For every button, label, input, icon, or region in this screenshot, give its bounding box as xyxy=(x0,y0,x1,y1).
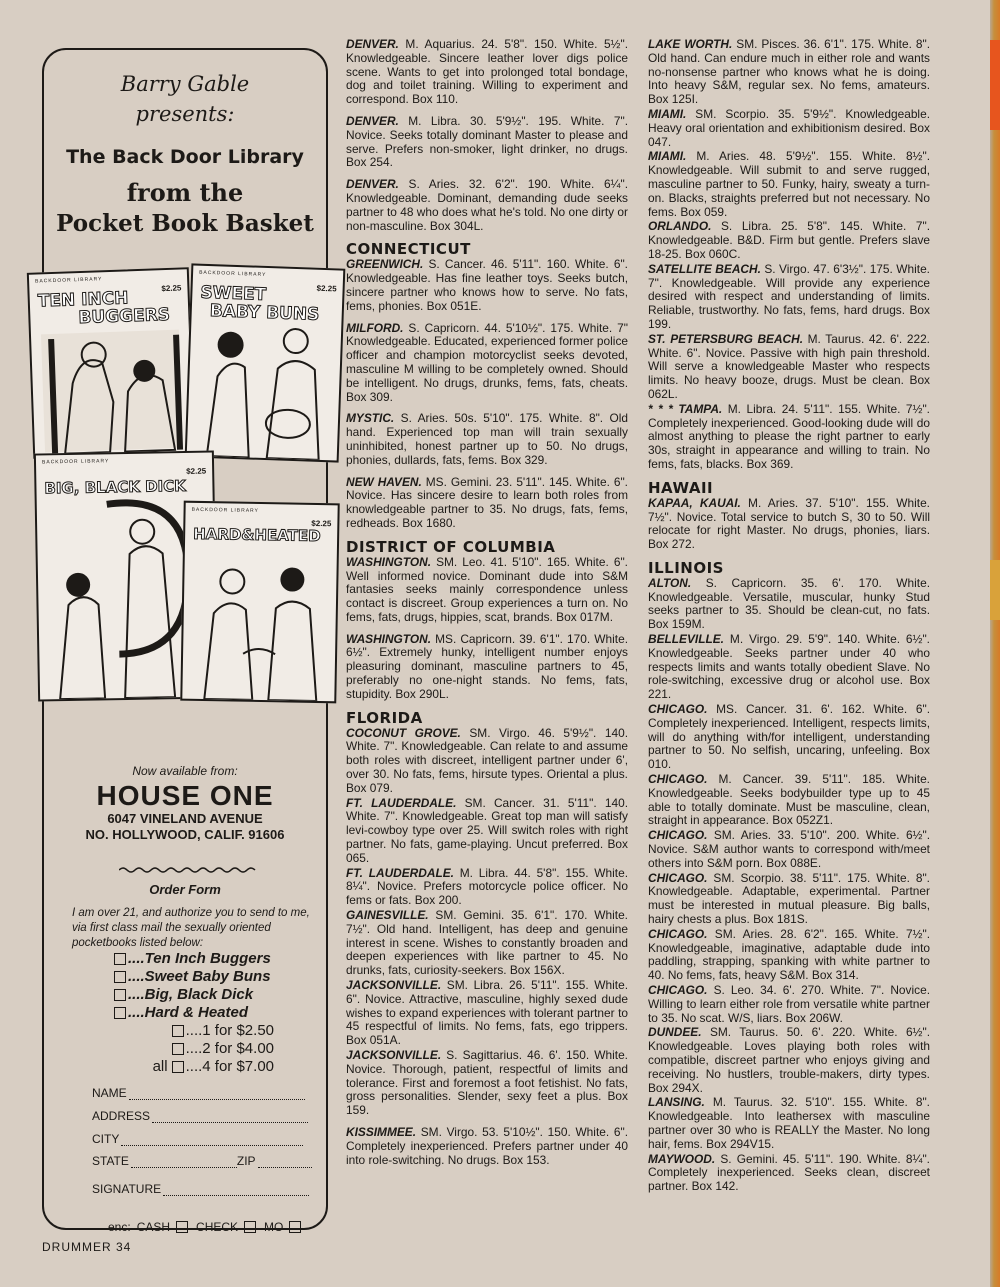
checkbox[interactable] xyxy=(114,1007,126,1019)
ad-city: DUNDEE. xyxy=(648,1025,702,1040)
signature-field[interactable] xyxy=(92,1182,309,1196)
personal-ad xyxy=(648,497,930,552)
state-heading: HAWAII xyxy=(648,478,714,497)
personal-ad xyxy=(346,633,628,702)
price-option[interactable] xyxy=(136,1022,274,1040)
personal-ad xyxy=(648,403,930,472)
presents-label: presents: xyxy=(135,102,235,126)
ad-text: S. Sagittarius. 46. 6'. 150. White. Novice. Thorough, patient, respectful of limits and tolerance. First and foremost a foot fetishist. No fats, gross personalities. Slender, sexy feet a plus. Box 159. xyxy=(346,1048,628,1118)
cover-price: $2.25 xyxy=(186,466,207,476)
ad-text: M. Aries. 48. 5'9½". 155. White. 8½". Knowledgeable. Will submit to and serve rugged, masculine partner to 50. Funky, hairy, sweaty a turn-on. Blacks, straights preferred but not necessary. No fems. Box 059. xyxy=(648,149,930,219)
ad-text: S. Gemini. 45. 5'11". 190. White. 8¼". Completely inexperienced. Seeks clean, discreet partner. Box 142. xyxy=(648,1151,930,1194)
ad-text: M. Cancer. 39. 5'11". 185. White. Knowledgeable. Seeks bodybuilder type up to 45 able to totally dominate. Must be masculine, clean, straight in appearance. Box 052Z1. xyxy=(648,772,930,828)
edge-color-strip xyxy=(990,560,1000,620)
series-label: BACKDOOR LIBRARY xyxy=(191,506,259,514)
ad-text: M. Libra. 44. 5'8". 155. White. 8¼". Novice. Prefers motorcycle police officer. No fems or fats. Box 200. xyxy=(346,865,628,908)
ad-city: WASHINGTON. xyxy=(346,554,431,569)
personal-ad xyxy=(648,984,930,1025)
ad-city: CHICAGO. xyxy=(648,926,708,941)
book-cover xyxy=(180,501,339,704)
ad-city: MILFORD. xyxy=(346,320,404,335)
personal-ad xyxy=(648,1026,930,1095)
ad-text: M. Taurus. 42. 6'. 222. White. 6". Novice. Passive with high pain threshold. Will serve a knowledgeable Master who respects limits. No heavy booze, drugs. Must be clean. Box 062L. xyxy=(648,331,930,401)
price-option[interactable] xyxy=(136,1058,274,1076)
address-line[interactable] xyxy=(152,1112,308,1123)
book-option[interactable] xyxy=(114,950,271,968)
cover-title xyxy=(193,525,321,545)
ad-text: M. Libra. 24. 5'11". 155. White. 7½". Completely inexperienced. Good-looking dude will do almost anything to please the right partner to early 30s, straight in appearance and willing to train. No fems, fats, blacks. Box 369. xyxy=(648,401,930,471)
ad-city: ALTON. xyxy=(648,575,692,590)
ad-city: JACKSONVILLE. xyxy=(346,1048,442,1062)
ad-text: MS. Gemini. 23. 5'11". 145. White. 6". Novice. Has sincere desire to learn both roles from knowledgeable partner to 35. No drugs, fats, fems, redheads. Box 1680. xyxy=(346,474,628,530)
ad-city: SATELLITE BEACH. xyxy=(648,261,761,276)
cover-price: $2.25 xyxy=(161,283,182,294)
personal-ad xyxy=(346,1126,628,1167)
state-label: STATE xyxy=(92,1154,129,1168)
mo-checkbox[interactable] xyxy=(289,1221,301,1233)
cash-label: CASH xyxy=(136,1220,171,1234)
cover-price: $2.25 xyxy=(316,283,337,294)
ad-text: MS. Capricorn. 39. 6'1". 170. White. 6½". Extremely hunky, intelligent number enjoys pleasuring dominant, masculine partners to 45, preferably no one-night stands. No fems, fats, stupidity. Box 290L. xyxy=(346,631,628,701)
cash-checkbox[interactable] xyxy=(176,1221,188,1233)
city-label: CITY xyxy=(92,1132,120,1146)
ad-text: S. Capricorn. 44. 5'10½". 175. White. 7" Knowledgeable. Educated, experienced former police officer and champion motorcyclist seeks devoted, masculine M willing to be completely owned. Should be intelligent. No drugs, drunks, fems, fats, cheats. Box 309. xyxy=(346,320,628,404)
cover-title-line: BUGGERS xyxy=(78,304,171,329)
ad-text: SM. Gemini. 35. 6'1". 170. White. 7½". Old hand. Intelligent, has deep and genuine interest in scene. Wishes to constantly broaden and deepen experiences with like partner to 45. No drunks, fats, curiosity-seekers. Box 156X. xyxy=(346,908,628,978)
wavy-divider xyxy=(119,866,257,874)
ad-text: M. Aries. 37. 5'10". 155. White. 7½". Novice. Total service to butch S, 30 to 50. Will relocate for right Master. No drugs, phonies, liars. Box 272. xyxy=(648,495,930,552)
ad-text: S. Aries. 32. 6'2". 190. White. 6¼". Knowledgeable. Dominant, demanding dude seeks partner to 48 who does what he's told. No one dirty or non-masculine. Box 304L. xyxy=(346,177,628,233)
ad-text: SM. Leo. 41. 5'10". 165. White. 6". Well informed novice. Dominant dude into S&M fantasies seeks mainly correspondence unless contact is discreet. Group experiences a turn on. No fems, fats, drugs, hippies, scat, brands. Box 017M. xyxy=(346,554,628,624)
cover-title: BIG, BLACK DICK xyxy=(44,476,186,498)
signature-line[interactable] xyxy=(163,1185,309,1196)
personal-ad xyxy=(648,333,930,402)
ad-text: SM. Aries. 33. 5'10". 200. White. 6½". Novice. S&M author wants to correspond with/meet others into S&M porn. Box 088E. xyxy=(648,828,930,870)
check-checkbox[interactable] xyxy=(244,1221,256,1233)
price-option[interactable] xyxy=(136,1040,274,1058)
state-line[interactable] xyxy=(131,1157,237,1168)
ad-text: S. Leo. 34. 6'. 270. White. 7". Novice. Willing to learn either role from versatile white partner to 35. No scat. W/S, liars. Box 206W. xyxy=(648,983,930,1025)
cover-title-line: HEATED xyxy=(254,525,321,546)
order-form-title: Order Form xyxy=(149,882,221,897)
price-label: ....2 for $4.00 xyxy=(185,1040,274,1057)
personal-ad xyxy=(648,928,930,983)
ad-city: CHICAGO. xyxy=(648,772,708,787)
signature-label: SIGNATURE xyxy=(92,1182,162,1196)
ad-city: COCONUT GROVE. xyxy=(346,725,461,740)
checkbox[interactable] xyxy=(114,971,126,983)
ad-city: * * * TAMPA. xyxy=(648,401,723,416)
library-name: The Back Door Library xyxy=(66,146,304,168)
book-option-label: ....Sweet Baby Buns xyxy=(128,968,271,985)
checkbox[interactable] xyxy=(172,1061,184,1073)
personal-ad xyxy=(346,412,628,467)
personal-ad xyxy=(648,1153,930,1194)
pocket-book-basket: Pocket Book Basket xyxy=(56,210,314,237)
name-field[interactable] xyxy=(92,1086,305,1100)
personal-ad xyxy=(648,150,930,219)
personal-ad xyxy=(648,633,930,702)
book-option[interactable] xyxy=(114,1004,271,1022)
cover-title-line: SWEET xyxy=(200,282,267,305)
classifieds-column-right xyxy=(648,38,930,1195)
ad-text: SM. Aries. 28. 6'2". 165. White. 7½". Knowledgeable, imaginative, adaptable dude into paddling, strapping, spanking with white partner to 40. No fems, fats, heavy S&M. Box 314. xyxy=(648,926,930,983)
page-footer: DRUMMER 34 xyxy=(42,1240,132,1254)
mo-label: MO xyxy=(264,1220,284,1234)
ad-text: SM. Taurus. 50. 6'. 220. White. 6½". Knowledgeable. Loves playing both roles with compatible, discreet partner who enjoys giving and receiving. No hustlers, trouble-makers, dirty types. Box 294X. xyxy=(648,1025,930,1095)
ad-city: WASHINGTON. xyxy=(346,631,431,646)
book-option[interactable] xyxy=(114,968,271,986)
personal-ad xyxy=(648,703,930,772)
checkbox[interactable] xyxy=(114,953,126,965)
ad-text: M. Taurus. 32. 5'10". 155. White. 8". Knowledgeable. Into leathersex with masculine partner over 30 who is REALLY the Master. No long hair, fems. Box 294V15. xyxy=(648,1095,930,1151)
book-option[interactable] xyxy=(114,986,271,1004)
from-the-label: from the xyxy=(126,178,244,207)
book-checklist xyxy=(114,950,271,1022)
cover-title xyxy=(37,288,170,329)
price-label: ....1 for $2.50 xyxy=(185,1022,274,1039)
page-edge xyxy=(990,0,1000,1287)
check-label: CHECK xyxy=(196,1220,239,1234)
state-heading: FLORIDA xyxy=(346,708,423,727)
personal-ad xyxy=(346,556,628,625)
ad-city: MIAMI. xyxy=(648,106,687,121)
ad-text: SM. Virgo. 53. 5'10½". 150. White. 6". Completely inexperienced. Prefers partner under 40 into role-switching. No drugs. Box 153. xyxy=(346,1124,628,1167)
classifieds-column-left xyxy=(346,38,628,1175)
ad-city: DENVER. xyxy=(346,37,399,51)
personal-ad xyxy=(346,115,628,170)
ad-city: MAYWOOD. xyxy=(648,1151,716,1166)
book-option-label: ....Ten Inch Buggers xyxy=(128,950,271,967)
personal-ad xyxy=(346,1049,628,1118)
publisher-street: 6047 VINELAND AVENUE xyxy=(107,811,263,826)
ad-city: CHICAGO. xyxy=(648,702,708,717)
personal-ad xyxy=(648,1096,930,1151)
personal-ad xyxy=(648,773,930,828)
personal-ad xyxy=(648,220,930,261)
personal-ad xyxy=(346,797,628,866)
ad-city: DENVER. xyxy=(346,113,399,128)
address-field[interactable] xyxy=(92,1109,308,1123)
price-prefix: all xyxy=(152,1058,168,1075)
personal-ad xyxy=(648,263,930,332)
ad-city: KAPAA, KAUAI. xyxy=(648,495,741,510)
state-heading: CONNECTICUT xyxy=(346,240,471,259)
name-label: NAME xyxy=(92,1086,127,1100)
personal-ad xyxy=(346,476,628,531)
cover-title-line: TEN INCH xyxy=(37,288,129,312)
checkbox[interactable] xyxy=(172,1025,184,1037)
city-field[interactable] xyxy=(92,1132,303,1146)
name-line[interactable] xyxy=(129,1089,305,1100)
book-cover xyxy=(185,263,346,462)
cover-title-amp: & xyxy=(241,525,255,544)
personal-ad xyxy=(346,979,628,1048)
ad-text: S. Capricorn. 35. 6'. 170. White. Knowledgeable. Versatile, muscular, hunky Stud seeks partner to 35. Should be clean-cut, no fats. Box 159M. xyxy=(648,575,930,632)
ad-city: FT. LAUDERDALE. xyxy=(346,865,454,880)
personal-ad xyxy=(648,872,930,927)
ad-city: KISSIMMEE. xyxy=(346,1124,417,1139)
state-heading: DISTRICT OF COLUMBIA xyxy=(346,537,556,556)
publisher-city: NO. HOLLYWOOD, CALIF. 91606 xyxy=(85,827,285,842)
price-label: ....4 for $7.00 xyxy=(185,1058,274,1075)
cover-price: $2.25 xyxy=(311,518,332,529)
personal-ad xyxy=(346,909,628,978)
personal-ad xyxy=(648,829,930,870)
ad-city: ORLANDO. xyxy=(648,219,712,234)
price-options xyxy=(136,1022,274,1076)
series-label: BACKDOOR LIBRARY xyxy=(35,276,103,285)
zip-label: ZIP xyxy=(236,1154,256,1168)
cover-title-line: HARD xyxy=(193,524,242,544)
personal-ad xyxy=(346,178,628,233)
ad-city: MIAMI. xyxy=(648,149,687,164)
authorization-text: I am over 21, and authorize you to send to me, via first class mail the sexually oriented pocketbooks listed below: xyxy=(72,907,310,949)
ad-city: CHICAGO. xyxy=(648,870,708,885)
personal-ad xyxy=(346,38,628,107)
publisher-name: HOUSE ONE xyxy=(96,780,274,811)
checkbox[interactable] xyxy=(114,989,126,1001)
ad-text: S. Libra. 25. 5'8". 145. White. 7". Knowledgeable. B&D. Firm but gentle. Prefers slave 18-25. Box 060C. xyxy=(648,219,930,261)
book-cover xyxy=(27,267,195,459)
ad-city: GREENWICH. xyxy=(346,257,424,272)
city-line[interactable] xyxy=(121,1135,303,1146)
ad-text: MS. Cancer. 31. 6'. 162. White. 6". Completely inexperienced. Intelligent, respects limits, will do anything with/for intelligent, understanding partner to 50. No selfish, uncaring, unfeeling. Box 010. xyxy=(648,702,930,772)
book-option-label: ....Big, Black Dick xyxy=(128,986,254,1003)
zip-line[interactable] xyxy=(258,1157,312,1168)
ad-city: CHICAGO. xyxy=(648,983,708,997)
state-zip-field[interactable] xyxy=(92,1154,312,1168)
personal-ad xyxy=(346,867,628,908)
ad-text: SM. Libra. 26. 5'11". 155. White. 6". Novice. Attractive, masculine, highly sexed dude wishes to expand experiences with tolerant partner to 45 respectful of limits. No fems, fats, ego trippers. Box 051A. xyxy=(346,978,628,1048)
ad-text: M. Libra. 30. 5'9½". 195. White. 7". Novice. Seeks totally dominant Master to please and serve. Prefers non-smoker, light drinker, no drugs. Box 254. xyxy=(346,113,628,170)
enc-label: enc: xyxy=(108,1220,131,1234)
ad-city: LAKE WORTH. xyxy=(648,37,733,51)
ad-text: SM. Virgo. 46. 5'9½". 140. White. 7". Knowledgeable. Can relate to and assume both roles with discreet, intelligent partner under 6', over 30. No fats, fems, hirsute types. Oriental a plus. Box 079. xyxy=(346,725,628,795)
ad-city: FT. LAUDERDALE. xyxy=(346,795,457,810)
series-label: BACKDOOR LIBRARY xyxy=(199,269,267,278)
edge-color-strip xyxy=(990,40,1000,130)
ad-text: SM. Scorpio. 35. 5'9½". Knowledgeable. Heavy oral orientation and exhibitionism desired. Box 047. xyxy=(648,106,930,149)
ad-text: M. Aquarius. 24. 5'8". 150. White. 5½". Knowledgeable. Sincere leather lover digs police scene. Wants to get into prolonged total bondage, dog and toilet training. Willing to experiment and correspond. Box 110. xyxy=(346,37,628,107)
ad-text: S. Aries. 50s. 5'10". 175. White. 8". Old hand. Experienced top man will train sexually uninhibited, honest partner up to 50. No drugs, phonies, dullards, fats, fems. Box 329. xyxy=(346,411,628,467)
address-label: ADDRESS xyxy=(92,1109,151,1123)
ad-text: SM. Pisces. 36. 6'1". 175. White. 8". Old hand. Can endure much in either role and wants no-nonsense partner who knows what he is doing. Into heavy S&M, regular sex. No fems, amateurs. Box 125I. xyxy=(648,37,930,107)
checkbox[interactable] xyxy=(172,1043,184,1055)
cover-title xyxy=(199,284,320,324)
available-from: Now available from: xyxy=(132,764,238,778)
ad-text: SM. Scorpio. 38. 5'11". 175. White. 8". Knowledgeable. Adaptable, experimental. Partner must be interested in mutual pleasure. Big balls, hairy chests a plus. Box 181S. xyxy=(648,870,930,927)
ad-city: DENVER. xyxy=(346,177,399,192)
ad-city: BELLEVILLE. xyxy=(648,632,724,647)
personal-ad xyxy=(346,727,628,796)
personal-ad xyxy=(648,577,930,632)
ad-text: M. Virgo. 29. 5'9". 140. White. 6½". Knowledgeable. Seeks partner under 40 who respects limits and wants totally obedient Slave. No role-switching, excessive drug or alcohol use. Box 221. xyxy=(648,632,930,702)
cover-title-line: BABY BUNS xyxy=(209,301,320,325)
book-option-label: ....Hard & Heated xyxy=(128,1004,249,1021)
state-heading: ILLINOIS xyxy=(648,558,724,577)
presenter-name: Barry Gable xyxy=(120,72,250,96)
ad-city: MYSTIC. xyxy=(346,411,395,426)
ad-text: SM. Cancer. 31. 5'11". 140. White. 7". Knowledgeable. Great top man will satisfy levi-cowboy type over 25. Will switch roles with right partner. No fats, game-playing. Uncut preferred. Box 065. xyxy=(346,795,629,865)
ad-text: S. Virgo. 47. 6'3½". 175. White. 7". Knowledgeable. Will provide any experience desired with respect and understanding of limits. Reliable, trustworthy. No fats, fems, hard drugs. Box 199. xyxy=(648,261,930,331)
ad-city: CHICAGO. xyxy=(648,828,708,843)
ad-text: S. Cancer. 46. 5'11". 160. White. 6". Knowledgeable. Has fine leather toys. Seeks butch, sincere partner who knows how to serve. No fats, fems, phonies. Box 051E. xyxy=(346,257,628,313)
ad-city: JACKSONVILLE. xyxy=(346,978,442,993)
personal-ad xyxy=(648,38,930,107)
ad-city: NEW HAVEN. xyxy=(346,474,422,489)
series-label: BACKDOOR LIBRARY xyxy=(41,458,110,466)
personal-ad xyxy=(346,322,628,405)
ad-city: LANSING. xyxy=(648,1095,705,1110)
ad-city: ST. PETERSBURG BEACH. xyxy=(648,331,804,346)
book-advertisement xyxy=(35,48,337,1234)
personal-ad xyxy=(648,108,930,149)
ad-city: GAINESVILLE. xyxy=(346,908,429,923)
personal-ad xyxy=(346,258,628,313)
payment-options xyxy=(108,1220,303,1234)
